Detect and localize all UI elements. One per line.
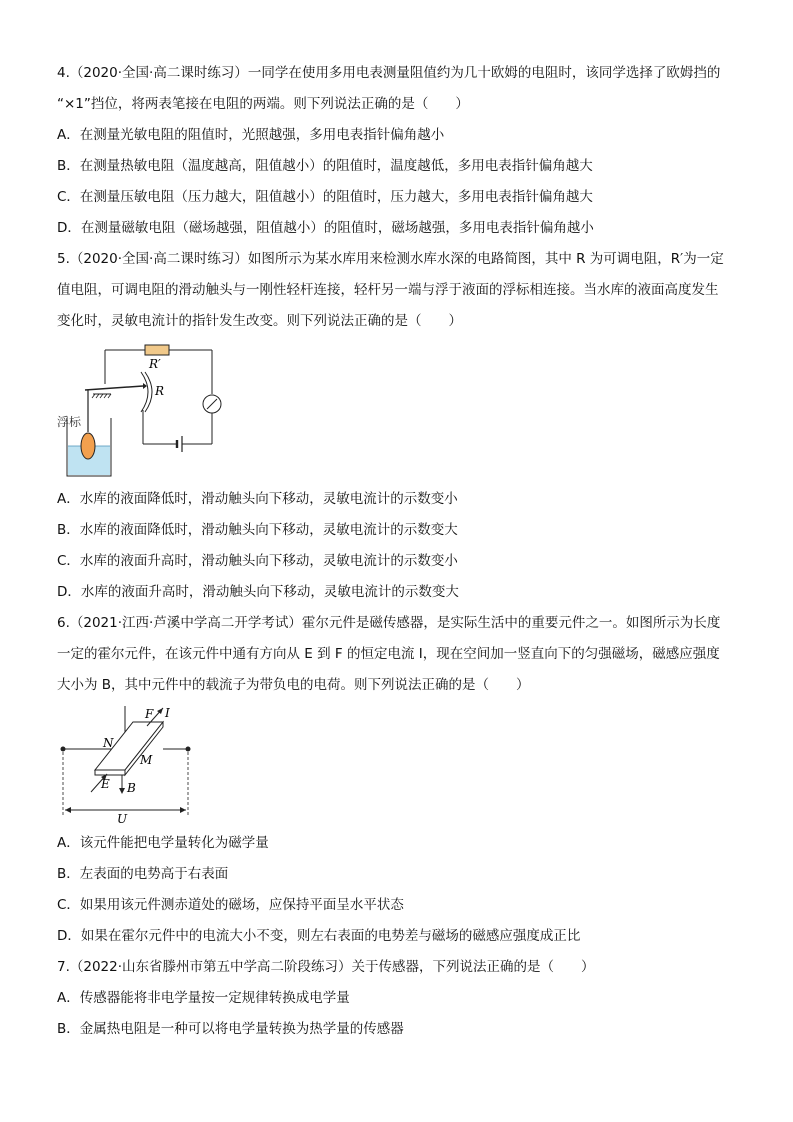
- q6-option-a: A．该元件能把电学量转化为磁学量: [57, 835, 269, 851]
- fixed-resistor-r-prime: [145, 345, 169, 355]
- q5-stem-line1: 5.（2020·全国·高二课时练习）如图所示为某水库用来检测水库水深的电路简图，其中 R 为可调电阻，R′为一定: [57, 251, 724, 267]
- q6-option-c: C．如果用该元件测赤道处的磁场，应保持平面呈水平状态: [57, 897, 404, 913]
- q6-stem-line3: 大小为 B，其中元件中的载流子为带负电的电荷。则下列说法正确的是（ ）: [57, 677, 530, 693]
- r-prime-label: R′: [149, 357, 161, 371]
- q5-stem-line3: 变化时，灵敏电流计的指针发生改变。则下列说法正确的是（ ）: [57, 313, 462, 329]
- q5-reservoir-circuit-diagram: [55, 340, 235, 480]
- b-label: B: [127, 781, 136, 795]
- q5-option-d: D．水库的液面升高时，滑动触头向下移动，灵敏电流计的示数变大: [57, 584, 459, 600]
- m-label: M: [140, 753, 153, 767]
- n-label: N: [103, 736, 114, 750]
- variable-resistor-r: [141, 372, 148, 412]
- q5-option-a: A．水库的液面降低时，滑动触头向下移动，灵敏电流计的示数变小: [57, 491, 458, 507]
- q4-option-a: A．在测量光敏电阻的阻值时，光照越强，多用电表指针偏角越小: [57, 127, 445, 143]
- q5-stem-line2: 值电阻，可调电阻的滑动触头与一刚性轻杆连接，轻杆另一端与浮于液面的浮标相连接。当水库的液面高度发生: [57, 282, 719, 298]
- q4-option-d: D．在测量磁敏电阻（磁场越强，阻值越小）的阻值时，磁场越强，多用电表指针偏角越小: [57, 220, 594, 236]
- q7-option-a: A．传感器能将非电学量按一定规律转换成电学量: [57, 990, 350, 1006]
- i-label: I: [165, 706, 170, 720]
- f-label: F: [145, 707, 154, 721]
- r-label: R: [155, 384, 165, 398]
- q7-option-b: B．金属热电阻是一种可以将电学量转换为热学量的传感器: [57, 1021, 404, 1037]
- q6-stem-line1: 6.（2021·江西·芦溪中学高二开学考试）霍尔元件是磁传感器，是实际生活中的重要元件之一。如图所示为长度: [57, 615, 721, 631]
- q4-option-b: B．在测量热敏电阻（温度越高，阻值越小）的阻值时，温度越低，多用电表指针偏角越大: [57, 158, 593, 174]
- left-terminal-dot: [61, 747, 66, 752]
- q4-option-c: C．在测量压敏电阻（压力越大，阻值越小）的阻值时，压力越大，多用电表指针偏角越大: [57, 189, 593, 205]
- e-label: E: [101, 777, 110, 791]
- right-terminal-dot: [186, 747, 191, 752]
- rigid-lever: [85, 386, 143, 390]
- q5-option-c: C．水库的液面升高时，滑动触头向下移动，灵敏电流计的示数变小: [57, 553, 458, 569]
- float-label: 浮标: [57, 415, 82, 429]
- q4-stem-line2: “×1”挡位，将两表笔接在电阻的两端。则下列说法正确的是（ ）: [57, 96, 469, 112]
- q7-stem-line1: 7.（2022·山东省滕州市第五中学高二阶段练习）关于传感器，下列说法正确的是（ ）: [57, 959, 595, 975]
- q6-hall-element-diagram: [55, 700, 205, 825]
- u-label: U: [117, 812, 128, 825]
- float-buoy: [81, 433, 95, 459]
- q6-option-b: B．左表面的电势高于右表面: [57, 866, 229, 882]
- q6-option-d: D．如果在霍尔元件中的电流大小不变，则左右表面的电势差与磁场的磁感应强度成正比: [57, 928, 581, 944]
- q4-stem-line1: 4.（2020·全国·高二课时练习）一同学在使用多用电表测量阻值约为几十欧姆的电阻时，该同学选择了欧姆挡的: [57, 65, 721, 81]
- q6-stem-line2: 一定的霍尔元件，在该元件中通有方向从 E 到 F 的恒定电流 I，现在空间加一竖直向下的匀强磁场，磁感应强度: [57, 646, 720, 662]
- q5-option-b: B．水库的液面降低时，滑动触头向下移动，灵敏电流计的示数变大: [57, 522, 458, 538]
